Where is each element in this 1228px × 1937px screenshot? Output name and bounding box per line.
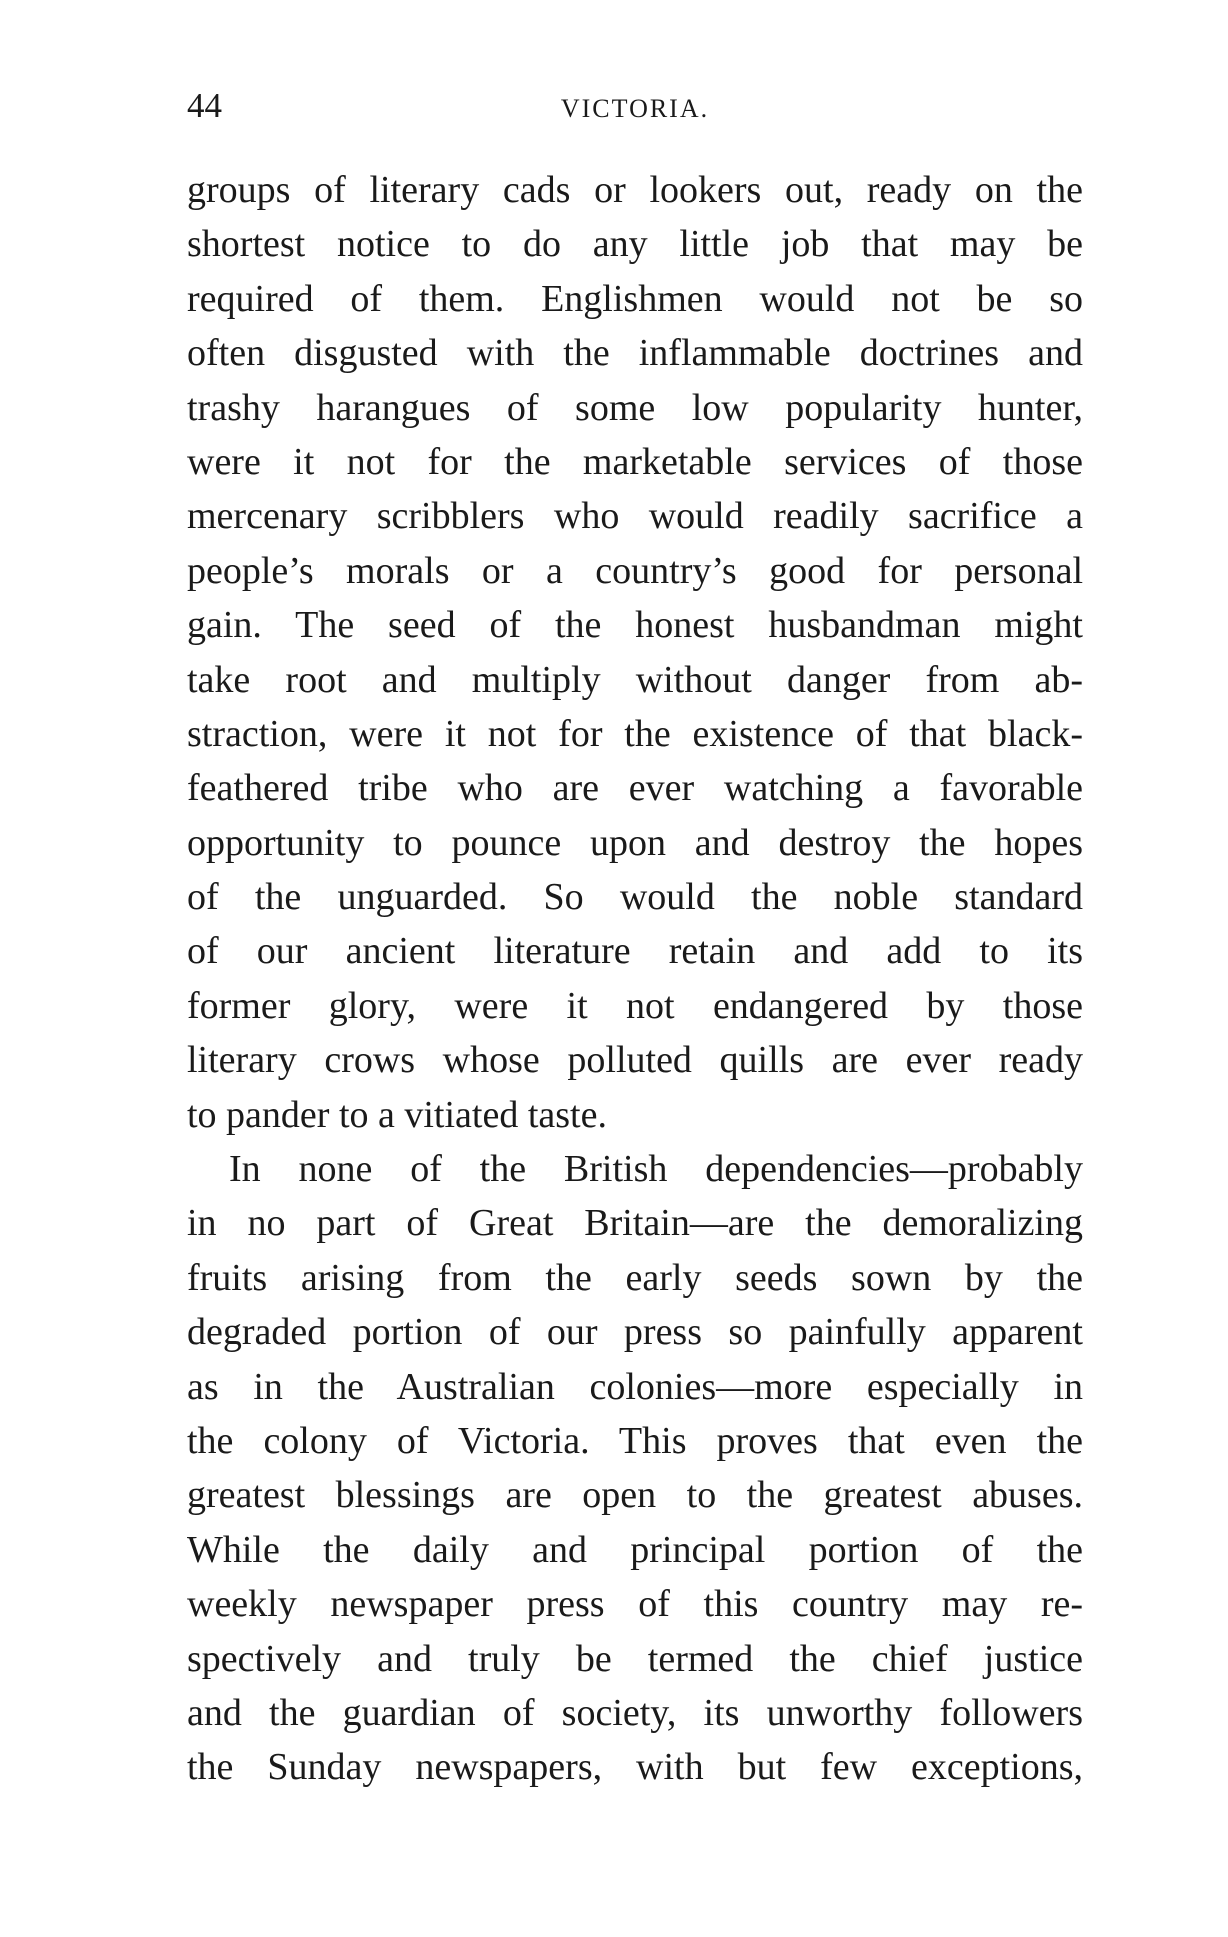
text-line: In none of the British dependencies—probably (229, 1148, 1083, 1191)
text-line: of our ancient literature retain and add to its (187, 930, 1083, 973)
paragraph-2 (187, 1142, 1083, 1795)
text-line: former glory, were it not endangered by those (187, 984, 1083, 1027)
text-line: shortest notice to do any little job that may be (187, 223, 1083, 266)
text-line: spectively and truly be termed the chief justice (187, 1637, 1083, 1680)
text-line: required of them. Englishmen would not be so (187, 277, 1083, 320)
text-line: feathered tribe who are ever watching a favorable (187, 767, 1083, 810)
text-line: often disgusted with the inflammable doctrines and (187, 332, 1083, 375)
text-line: were it not for the marketable services of those (187, 440, 1083, 483)
text-line: fruits arising from the early seeds sown by the (187, 1256, 1083, 1299)
text-line: literary crows whose polluted quills are ever ready (187, 1039, 1083, 1082)
text-line: degraded portion of our press so painfully apparent (187, 1311, 1083, 1354)
text-line: groups of literary cads or lookers out, ready on the (187, 169, 1083, 211)
text-line: as in the Australian colonies—more especially in (187, 1365, 1083, 1408)
text-line: mercenary scribblers who would readily sacrifice a (187, 495, 1083, 538)
page-number: 44 (187, 86, 222, 125)
text-line: people’s morals or a country’s good for personal (187, 549, 1083, 592)
text-line: the colony of Victoria. This proves that even the (187, 1419, 1083, 1462)
body-text (187, 163, 1083, 1795)
text-line: to pander to a vitiated taste. (187, 1093, 607, 1136)
text-line: the Sunday newspapers, with but few exceptions, (187, 1746, 1083, 1789)
text-line: weekly newspaper press of this country may re- (187, 1583, 1083, 1626)
text-line: gain. The seed of the honest husbandman might (187, 604, 1083, 647)
text-line: greatest blessings are open to the greatest abuses. (187, 1474, 1083, 1517)
text-line: straction, were it not for the existence of that black- (187, 712, 1083, 755)
text-line: take root and multiply without danger from ab- (187, 658, 1083, 701)
running-title: VICTORIA. (560, 94, 710, 123)
text-line: in no part of Great Britain—are the demoralizing (187, 1202, 1083, 1245)
text-line: While the daily and principal portion of the (187, 1528, 1083, 1571)
text-line: opportunity to pounce upon and destroy the hopes (187, 821, 1083, 864)
text-line: and the guardian of society, its unworthy followers (187, 1691, 1083, 1734)
text-line: trashy harangues of some low popularity hunter, (187, 386, 1083, 429)
running-head (187, 86, 1083, 136)
text-line: of the unguarded. So would the noble standard (187, 876, 1083, 919)
paragraph-1 (187, 163, 1083, 1142)
